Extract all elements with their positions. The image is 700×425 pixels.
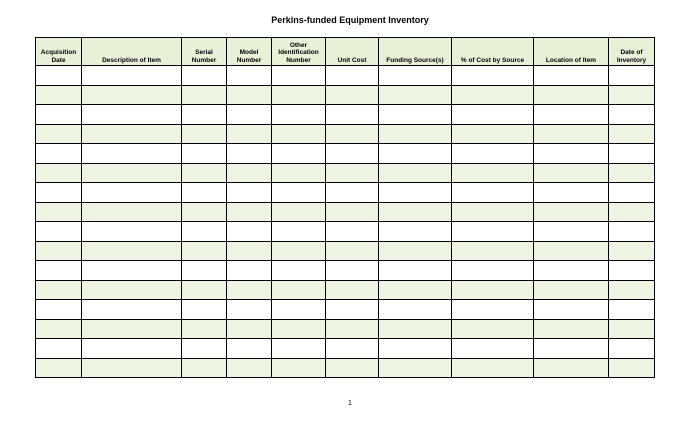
- table-row: [36, 339, 655, 359]
- column-header-unit-cost: Unit Cost: [326, 38, 379, 66]
- table-cell[interactable]: [272, 105, 326, 125]
- table-cell[interactable]: [534, 105, 609, 125]
- table-cell[interactable]: [609, 300, 655, 320]
- inventory-table: [35, 37, 655, 378]
- table-cell[interactable]: [379, 241, 452, 261]
- table-cell[interactable]: [326, 144, 379, 164]
- table-cell[interactable]: [609, 319, 655, 339]
- table-cell[interactable]: [609, 222, 655, 242]
- table-cell[interactable]: [609, 280, 655, 300]
- table-cell[interactable]: [534, 66, 609, 86]
- table-cell[interactable]: [82, 241, 182, 261]
- table-cell[interactable]: [182, 202, 227, 222]
- table-cell[interactable]: [534, 300, 609, 320]
- table-cell[interactable]: [182, 163, 227, 183]
- table-cell[interactable]: [379, 85, 452, 105]
- table-cell[interactable]: [227, 66, 272, 86]
- table-row: [36, 163, 655, 183]
- table-cell[interactable]: [326, 261, 379, 281]
- table-cell[interactable]: [272, 358, 326, 378]
- table-cell[interactable]: [36, 183, 82, 203]
- table-cell[interactable]: [36, 85, 82, 105]
- table-cell[interactable]: [272, 300, 326, 320]
- table-cell[interactable]: [452, 280, 534, 300]
- table-cell[interactable]: [36, 339, 82, 359]
- column-header-date-of-inventory: Date of Inventory: [609, 38, 655, 66]
- table-cell[interactable]: [534, 261, 609, 281]
- table-cell[interactable]: [182, 105, 227, 125]
- table-cell[interactable]: [82, 280, 182, 300]
- column-header-model-number: Model Number: [227, 38, 272, 66]
- table-cell[interactable]: [452, 241, 534, 261]
- table-cell[interactable]: [227, 241, 272, 261]
- table-cell[interactable]: [452, 339, 534, 359]
- table-cell[interactable]: [272, 144, 326, 164]
- table-cell[interactable]: [227, 319, 272, 339]
- table-cell[interactable]: [379, 163, 452, 183]
- table-cell[interactable]: [182, 280, 227, 300]
- table-cell[interactable]: [609, 105, 655, 125]
- table-cell[interactable]: [227, 222, 272, 242]
- table-cell[interactable]: [272, 124, 326, 144]
- table-cell[interactable]: [182, 358, 227, 378]
- table-cell[interactable]: [326, 66, 379, 86]
- table-cell[interactable]: [82, 183, 182, 203]
- table-cell[interactable]: [379, 124, 452, 144]
- table-cell[interactable]: [227, 105, 272, 125]
- table-cell[interactable]: [272, 183, 326, 203]
- table-cell[interactable]: [182, 183, 227, 203]
- table-cell[interactable]: [182, 144, 227, 164]
- table-cell[interactable]: [609, 85, 655, 105]
- table-cell[interactable]: [182, 241, 227, 261]
- column-header-location: Location of Item: [534, 38, 609, 66]
- table-cell[interactable]: [326, 105, 379, 125]
- table-cell[interactable]: [326, 85, 379, 105]
- table-cell[interactable]: [379, 300, 452, 320]
- table-cell[interactable]: [452, 300, 534, 320]
- table-cell[interactable]: [326, 319, 379, 339]
- table-cell[interactable]: [609, 183, 655, 203]
- table-cell[interactable]: [272, 202, 326, 222]
- table-cell[interactable]: [227, 300, 272, 320]
- table-body: [36, 66, 655, 378]
- table-cell[interactable]: [452, 319, 534, 339]
- table-row: [36, 261, 655, 281]
- table-cell[interactable]: [534, 124, 609, 144]
- table-cell[interactable]: [379, 358, 452, 378]
- table-cell[interactable]: [227, 280, 272, 300]
- table-cell[interactable]: [534, 280, 609, 300]
- table-row: [36, 319, 655, 339]
- table-row: [36, 66, 655, 86]
- table-cell[interactable]: [452, 144, 534, 164]
- table-cell[interactable]: [36, 105, 82, 125]
- table-cell[interactable]: [227, 183, 272, 203]
- table-cell[interactable]: [82, 105, 182, 125]
- table-cell[interactable]: [452, 163, 534, 183]
- table-cell[interactable]: [326, 124, 379, 144]
- table-cell[interactable]: [36, 319, 82, 339]
- table-cell[interactable]: [227, 261, 272, 281]
- table-cell[interactable]: [272, 339, 326, 359]
- table-cell[interactable]: [227, 124, 272, 144]
- table-cell[interactable]: [452, 202, 534, 222]
- table-cell[interactable]: [452, 358, 534, 378]
- table-cell[interactable]: [82, 163, 182, 183]
- table-cell[interactable]: [227, 144, 272, 164]
- table-row: [36, 241, 655, 261]
- column-header-other-id-number: Other Identification Number: [272, 38, 326, 66]
- table-cell[interactable]: [534, 144, 609, 164]
- table-cell[interactable]: [82, 124, 182, 144]
- table-cell[interactable]: [36, 66, 82, 86]
- table-cell[interactable]: [379, 280, 452, 300]
- table-cell[interactable]: [227, 358, 272, 378]
- table-cell[interactable]: [609, 144, 655, 164]
- table-cell[interactable]: [36, 124, 82, 144]
- table-cell[interactable]: [182, 222, 227, 242]
- page-number: 1: [348, 400, 352, 407]
- table-cell[interactable]: [452, 222, 534, 242]
- table-cell[interactable]: [82, 300, 182, 320]
- table-cell[interactable]: [534, 339, 609, 359]
- column-header-description: Description of Item: [82, 38, 182, 66]
- table-cell[interactable]: [182, 339, 227, 359]
- table-cell[interactable]: [452, 105, 534, 125]
- table-cell[interactable]: [272, 66, 326, 86]
- table-cell[interactable]: [272, 163, 326, 183]
- table-cell[interactable]: [36, 202, 82, 222]
- table-cell[interactable]: [36, 261, 82, 281]
- table-cell[interactable]: [379, 105, 452, 125]
- table-cell[interactable]: [272, 280, 326, 300]
- table-row: [36, 85, 655, 105]
- table-cell[interactable]: [82, 66, 182, 86]
- table-cell[interactable]: [82, 222, 182, 242]
- table-cell[interactable]: [36, 163, 82, 183]
- table-cell[interactable]: [182, 319, 227, 339]
- table-cell[interactable]: [452, 85, 534, 105]
- table-cell[interactable]: [326, 339, 379, 359]
- table-row: [36, 183, 655, 203]
- table-cell[interactable]: [36, 300, 82, 320]
- table-cell[interactable]: [326, 280, 379, 300]
- column-header-serial-number: Serial Number: [182, 38, 227, 66]
- table-row: [36, 144, 655, 164]
- table-cell[interactable]: [326, 163, 379, 183]
- table-row: [36, 300, 655, 320]
- column-header-percent-cost: % of Cost by Source: [452, 38, 534, 66]
- table-cell[interactable]: [82, 202, 182, 222]
- table-cell[interactable]: [272, 241, 326, 261]
- header-row: [36, 38, 655, 66]
- table-cell[interactable]: [36, 241, 82, 261]
- table-row: [36, 105, 655, 125]
- table-cell[interactable]: [272, 261, 326, 281]
- table-cell[interactable]: [452, 261, 534, 281]
- table-cell[interactable]: [227, 85, 272, 105]
- table-cell[interactable]: [82, 85, 182, 105]
- table-cell[interactable]: [609, 339, 655, 359]
- column-header-acquisition-date: Acquisition Date: [36, 38, 82, 66]
- table-cell[interactable]: [272, 222, 326, 242]
- table-cell[interactable]: [272, 319, 326, 339]
- table-cell[interactable]: [36, 358, 82, 378]
- table-cell[interactable]: [534, 319, 609, 339]
- table-cell[interactable]: [326, 222, 379, 242]
- table-cell[interactable]: [609, 358, 655, 378]
- table-cell[interactable]: [379, 144, 452, 164]
- table-row: [36, 124, 655, 144]
- table-cell[interactable]: [609, 66, 655, 86]
- table-cell[interactable]: [82, 144, 182, 164]
- table-cell[interactable]: [534, 183, 609, 203]
- table-row: [36, 222, 655, 242]
- table-cell[interactable]: [379, 261, 452, 281]
- table-cell[interactable]: [534, 163, 609, 183]
- table-cell[interactable]: [379, 66, 452, 86]
- table-cell[interactable]: [326, 202, 379, 222]
- table-cell[interactable]: [609, 202, 655, 222]
- table-row: [36, 358, 655, 378]
- table-cell[interactable]: [36, 280, 82, 300]
- table-cell[interactable]: [36, 222, 82, 242]
- table-cell[interactable]: [82, 358, 182, 378]
- table-cell[interactable]: [609, 261, 655, 281]
- table-cell[interactable]: [326, 183, 379, 203]
- table-cell[interactable]: [182, 300, 227, 320]
- table-cell[interactable]: [227, 202, 272, 222]
- table-row: [36, 280, 655, 300]
- table-cell[interactable]: [326, 300, 379, 320]
- table-cell[interactable]: [534, 241, 609, 261]
- table-cell[interactable]: [182, 124, 227, 144]
- page-title: Perkins-funded Equipment Inventory: [271, 15, 429, 25]
- table-cell[interactable]: [609, 124, 655, 144]
- table-cell[interactable]: [534, 202, 609, 222]
- table-cell[interactable]: [326, 358, 379, 378]
- table-cell[interactable]: [82, 339, 182, 359]
- table-cell[interactable]: [182, 261, 227, 281]
- table-cell[interactable]: [82, 319, 182, 339]
- table-cell[interactable]: [227, 163, 272, 183]
- table-cell[interactable]: [452, 124, 534, 144]
- table-cell[interactable]: [452, 66, 534, 86]
- table-cell[interactable]: [534, 85, 609, 105]
- table-cell[interactable]: [379, 222, 452, 242]
- column-header-funding-sources: Funding Source(s): [379, 38, 452, 66]
- table-cell[interactable]: [379, 339, 452, 359]
- table-cell[interactable]: [534, 358, 609, 378]
- table-cell[interactable]: [452, 183, 534, 203]
- table-row: [36, 202, 655, 222]
- table-cell[interactable]: [227, 339, 272, 359]
- table-cell[interactable]: [182, 85, 227, 105]
- table-cell[interactable]: [534, 222, 609, 242]
- table-cell[interactable]: [379, 319, 452, 339]
- table-cell[interactable]: [36, 144, 82, 164]
- table-cell[interactable]: [609, 163, 655, 183]
- table-cell[interactable]: [326, 241, 379, 261]
- table-cell[interactable]: [379, 183, 452, 203]
- table-cell[interactable]: [609, 241, 655, 261]
- table-cell[interactable]: [82, 261, 182, 281]
- table-cell[interactable]: [272, 85, 326, 105]
- table-cell[interactable]: [182, 66, 227, 86]
- table-cell[interactable]: [379, 202, 452, 222]
